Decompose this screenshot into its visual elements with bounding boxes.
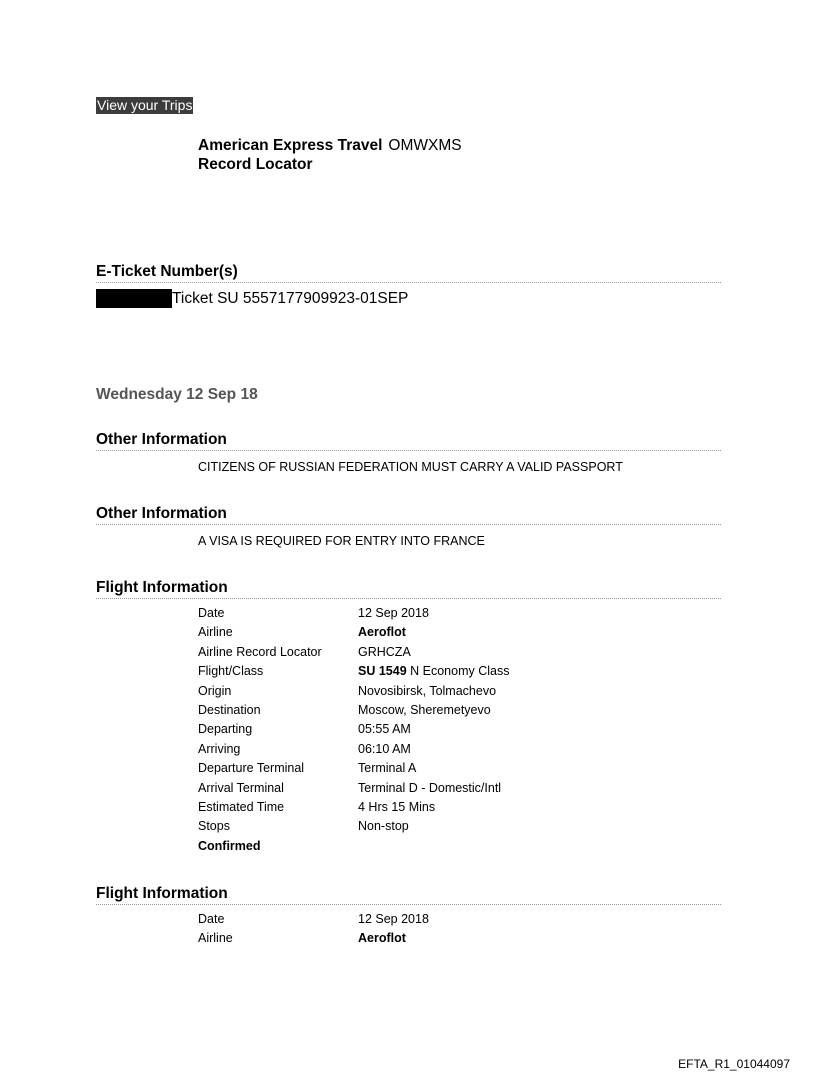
row-value: Terminal A [358, 761, 417, 776]
flight-class: N Economy Class [410, 664, 510, 679]
row-value: 06:10 AM [358, 741, 411, 756]
document-id: EFTA_R1_01044097 [678, 1057, 790, 1071]
other-info-heading: Other Information [96, 430, 721, 451]
row-label: Flight/Class [198, 664, 264, 679]
row-label: Origin [198, 683, 232, 698]
row-label: Estimated Time [198, 799, 285, 814]
other-info-text: A VISA IS REQUIRED FOR ENTRY INTO FRANCE [198, 534, 485, 548]
row-value: Novosibirsk, Tolmachevo [358, 683, 497, 698]
flight-row-origin [198, 682, 509, 701]
row-label: Arriving [198, 741, 241, 756]
row-label: Airline [198, 625, 233, 640]
flight-row-date [198, 910, 429, 929]
row-label: Destination [198, 702, 261, 717]
flight-row-departure-terminal [198, 759, 509, 778]
row-value: Aeroflot [358, 625, 406, 640]
row-label: Date [198, 606, 225, 620]
view-trips-link[interactable]: View your Trips [97, 97, 193, 113]
record-locator-value: OMWXMS [388, 137, 462, 154]
flight-row-stops [198, 817, 509, 836]
row-value: 4 Hrs 15 Mins [358, 799, 436, 814]
flight-row-record-locator [198, 643, 509, 662]
day-heading: Wednesday 12 Sep 18 [96, 386, 258, 403]
row-value: Aeroflot [358, 931, 406, 946]
row-value: Terminal D - Domestic/Intl [358, 780, 502, 795]
row-label: Stops [198, 819, 230, 834]
record-locator-agency: American Express Travel [198, 137, 383, 154]
row-value: GRHCZA [358, 644, 411, 659]
flight-row-airline [198, 929, 429, 948]
flight-row-estimated-time [198, 798, 509, 817]
row-value: 05:55 AM [358, 722, 411, 737]
redaction-block [96, 289, 172, 308]
row-value: 12 Sep 2018 [358, 912, 429, 926]
row-label: Departure Terminal [198, 761, 305, 776]
row-label: Departing [198, 722, 253, 737]
other-info-heading: Other Information [96, 504, 721, 525]
row-value: Moscow, Sheremetyevo [358, 702, 491, 717]
row-label: Airline [198, 931, 233, 946]
record-locator-block [198, 136, 462, 174]
flight-row-airline [198, 623, 509, 642]
row-value [358, 662, 509, 681]
row-label: Airline Record Locator [198, 644, 322, 659]
flight-row-date [198, 604, 509, 623]
row-value: Non-stop [358, 819, 409, 834]
record-locator-label: Record Locator [198, 156, 313, 173]
other-info-text: CITIZENS OF RUSSIAN FEDERATION MUST CARRY A VALID PASSPORT [198, 460, 623, 474]
flight-info-heading: Flight Information [96, 884, 721, 905]
flight-info-table [198, 910, 429, 949]
row-value: 12 Sep 2018 [358, 606, 429, 620]
flight-row-arrival-terminal [198, 779, 509, 798]
eticket-heading: E-Ticket Number(s) [96, 262, 721, 283]
flight-number: SU 1549 [358, 664, 407, 679]
eticket-line [96, 289, 408, 308]
row-label: Date [198, 912, 225, 926]
flight-info-table [198, 604, 509, 856]
flight-row-status [198, 837, 509, 856]
status-confirmed: Confirmed [198, 838, 261, 853]
flight-row-flight-class [198, 662, 509, 681]
flight-info-heading: Flight Information [96, 578, 721, 599]
row-label: Arrival Terminal [198, 780, 284, 795]
eticket-number: Ticket SU 5557177909923-01SEP [172, 290, 409, 307]
flight-row-departing [198, 720, 509, 739]
flight-row-destination [198, 701, 509, 720]
flight-row-arriving [198, 740, 509, 759]
